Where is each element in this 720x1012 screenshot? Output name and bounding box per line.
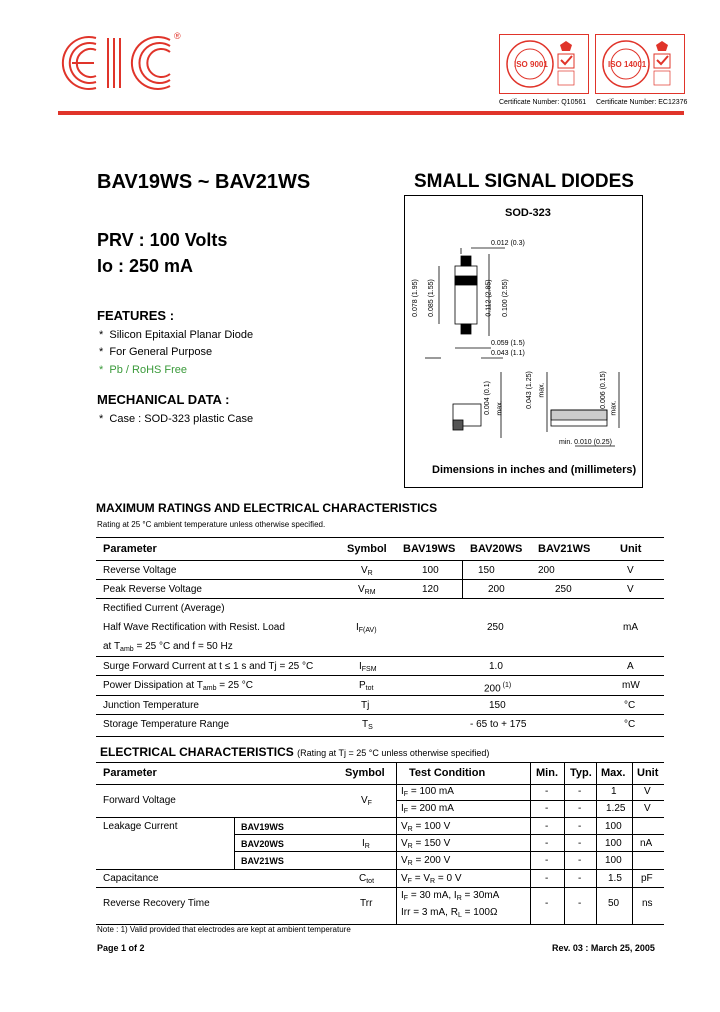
row-min: -	[545, 803, 549, 814]
row-min: -	[545, 838, 549, 849]
col-divider	[632, 762, 633, 924]
table-rule	[96, 656, 664, 657]
dim-b4: max.	[538, 382, 546, 398]
mechanical-item: * Case : SOD-323 plastic Case	[99, 413, 254, 425]
category-title: SMALL SIGNAL DIODES	[414, 171, 634, 192]
col-parameter: Parameter	[103, 543, 157, 555]
elec-col-symbol: Symbol	[345, 767, 385, 779]
table-rule	[234, 834, 664, 835]
col-unit: Unit	[620, 543, 642, 555]
row-unit: V	[627, 584, 634, 595]
col-divider	[462, 561, 463, 599]
dim-left: 0.078 (1.95)	[411, 279, 419, 317]
dim-b5: 0.006 (0.15)	[599, 371, 607, 409]
table-rule	[96, 887, 664, 888]
part-number-title: BAV19WS ~ BAV21WS	[97, 171, 311, 193]
row-unit: °C	[624, 719, 636, 730]
mechanical-heading: MECHANICAL DATA :	[97, 392, 230, 407]
row-symbol: $I_{FSM}$	[359, 661, 377, 673]
table-row: Half Wave Rectification with Resist. Load	[103, 622, 285, 633]
table-rule	[96, 869, 664, 870]
row-unit: °C	[624, 700, 636, 711]
row-condition: $V_F = V_R = 0$ V	[401, 873, 462, 885]
table-rule	[234, 851, 664, 852]
row-max: 1.5	[608, 873, 622, 884]
row-span-value: - 65 to + 175	[470, 719, 527, 730]
row-span-value: 250	[487, 622, 504, 633]
eic-logo-graphic	[58, 30, 183, 96]
ratings-note: Rating at 25 °C ambient temperature unless otherwise specified.	[97, 520, 326, 529]
row-min: -	[545, 898, 549, 909]
row-min: -	[545, 821, 549, 832]
leakage-part: BAV19WS	[241, 822, 284, 832]
dim-right2: 0.100 (2.55)	[501, 279, 509, 317]
table-row: at $T_{amb} = 25$ °C and f = 50 Hz	[103, 641, 233, 653]
registered-mark: ®	[174, 31, 181, 41]
table-rule	[96, 675, 664, 676]
col-divider	[564, 762, 565, 924]
table-rule	[96, 714, 664, 715]
row-symbol: $I_R$	[362, 838, 370, 850]
leakage-part: BAV21WS	[241, 856, 284, 866]
table-row: Reverse Voltage	[103, 565, 177, 576]
row-max: 50	[608, 898, 620, 909]
table-rule	[396, 800, 664, 801]
dim-mid1: 0.059 (1.5)	[491, 340, 525, 347]
table-rule	[96, 736, 664, 737]
row-unit: V	[644, 786, 651, 797]
row-condition: $I_F = 30$ mA, $I_R = 30mA$	[401, 890, 500, 902]
row-symbol: $T_S$	[362, 719, 373, 731]
elec-col-parameter: Parameter	[103, 767, 157, 779]
table-row: Capacitance	[103, 873, 159, 884]
header-rule	[58, 111, 684, 115]
feature-item: * For General Purpose	[99, 346, 213, 358]
row-typ: -	[578, 873, 582, 884]
row-unit: mW	[622, 680, 640, 691]
row-v3: 250	[555, 584, 572, 595]
row-unit: ns	[642, 898, 653, 909]
elec-col-test-condition: Test Condition	[409, 767, 486, 779]
row-span-value: 200 $^{(1)}$	[484, 682, 512, 695]
col-symbol: Symbol	[347, 543, 387, 555]
row-unit: nA	[640, 838, 653, 849]
row-span-value: 150	[489, 700, 506, 711]
elec-col-typ: Typ.	[570, 767, 592, 779]
col-divider	[596, 762, 597, 924]
row-typ: -	[578, 855, 582, 866]
feature-item: * Silicon Epitaxial Planar Diode	[99, 329, 254, 341]
col-divider	[396, 762, 397, 924]
dim-b1: 0.004 (0.1)	[483, 381, 491, 415]
cert2-number: Certificate Number: EC12376	[596, 99, 688, 106]
page-number: Page 1 of 2	[97, 943, 145, 953]
cert1-number: Certificate Number: Q10561	[499, 99, 587, 106]
row-symbol: $I_{F(AV)}$	[356, 622, 377, 634]
cert-badge-iso9001	[499, 34, 589, 94]
leakage-part: BAV20WS	[241, 839, 284, 849]
cert1-seal-text: ISO 9001	[514, 60, 548, 69]
elec-col-unit: Unit	[637, 767, 659, 779]
row-symbol: $V_{RM}$	[358, 584, 376, 596]
row-typ: -	[578, 821, 582, 832]
row-symbol: $V_F$	[361, 795, 372, 807]
cert-badge-iso14001	[595, 34, 685, 94]
row-symbol: $V_R$	[361, 565, 373, 577]
row-condition: Irr = 3 mA, $R_L = 100\Omega$	[401, 907, 498, 919]
table-rule	[96, 560, 664, 561]
table-rule	[96, 762, 664, 763]
dim-right1: 0.112 (2.85)	[485, 279, 493, 317]
row-v2: 200	[488, 584, 505, 595]
row-unit: mA	[623, 622, 638, 633]
dimensions-caption: Dimensions in inches and (millimeters)	[432, 464, 637, 476]
table-row: Peak Reverse Voltage	[103, 584, 202, 595]
row-symbol: $C_{tot}$	[359, 873, 375, 885]
row-span-value: 1.0	[489, 661, 503, 672]
row-v1: 100	[422, 565, 439, 576]
prv-spec: PRV : 100 Volts	[97, 230, 228, 250]
row-condition: $V_R = 100$ V	[401, 821, 451, 833]
row-min: -	[545, 873, 549, 884]
cert2-seal-text: ISO 14001	[608, 60, 647, 69]
table-rule	[96, 784, 664, 785]
features-heading: FEATURES :	[97, 308, 175, 323]
row-symbol: Trr	[360, 898, 373, 909]
ratings-heading: MAXIMUM RATINGS AND ELECTRICAL CHARACTERISTICS	[96, 501, 438, 515]
dim-b3: 0.043 (1.25)	[525, 371, 533, 409]
row-condition: $I_F = 100$ mA	[401, 786, 454, 798]
elec-col-min: Min.	[536, 767, 558, 779]
row-condition: $I_F = 200$ mA	[401, 803, 454, 815]
package-name: SOD-323	[505, 207, 551, 219]
col-divider	[234, 817, 235, 869]
dim-left2: 0.085 (1.55)	[427, 279, 435, 317]
row-unit: A	[627, 661, 634, 672]
col-bav20ws: BAV20WS	[470, 543, 523, 555]
row-v3: 200	[538, 565, 555, 576]
row-unit: pF	[641, 873, 653, 884]
col-divider	[530, 762, 531, 924]
dim-b6: max.	[610, 400, 618, 416]
footnote: Note : 1) Valid provided that electrodes are kept at ambient temperature	[97, 925, 351, 934]
row-max: 1.25	[606, 803, 626, 814]
dim-b7: min. 0.010 (0.25)	[559, 439, 612, 446]
elec-heading: ELECTRICAL CHARACTERISTICS (Rating at Tj = 25 °C unless otherwise specified)	[100, 745, 490, 759]
table-row: Surge Forward Current at t ≤ 1 s and Tj = 25 °C	[103, 661, 314, 672]
row-unit: V	[627, 565, 634, 576]
io-spec: Io : 250 mA	[97, 256, 194, 276]
table-row: Junction Temperature	[103, 700, 199, 711]
row-min: -	[545, 786, 549, 797]
row-v2: 150	[478, 565, 495, 576]
elec-col-max: Max.	[601, 767, 626, 779]
table-row: Rectified Current (Average)	[103, 603, 225, 614]
col-bav21ws: BAV21WS	[538, 543, 591, 555]
row-typ: -	[578, 838, 582, 849]
row-max: 100	[605, 855, 622, 866]
col-bav19ws: BAV19WS	[403, 543, 456, 555]
revision-date: Rev. 03 : March 25, 2005	[552, 943, 655, 953]
table-rule	[96, 817, 664, 818]
row-typ: -	[578, 786, 582, 797]
row-max: 1	[611, 786, 617, 797]
row-max: 100	[605, 821, 622, 832]
row-symbol: $P_{tot}$	[359, 680, 374, 692]
table-row: Leakage Current	[103, 821, 178, 832]
row-symbol: Tj	[361, 700, 370, 711]
row-v1: 120	[422, 584, 439, 595]
table-row: Storage Temperature Range	[103, 719, 230, 730]
row-typ: -	[578, 803, 582, 814]
dim-mid2: 0.043 (1.1)	[491, 350, 525, 357]
table-rule	[96, 537, 664, 538]
row-condition: $V_R = 150$ V	[401, 838, 451, 850]
dim-top: 0.012 (0.3)	[491, 240, 525, 247]
table-rule	[96, 598, 664, 599]
row-min: -	[545, 855, 549, 866]
table-row: Forward Voltage	[103, 795, 176, 806]
row-max: 100	[605, 838, 622, 849]
dim-b2: max.	[496, 400, 504, 416]
eic-logo	[58, 30, 183, 96]
row-condition: $V_R = 200$ V	[401, 855, 451, 867]
table-row: Power Dissipation at $T_{amb} = 25$ °C	[103, 680, 254, 692]
table-row: Reverse Recovery Time	[103, 898, 210, 909]
table-rule	[96, 579, 664, 580]
table-rule	[96, 695, 664, 696]
package-drawing-box	[404, 195, 643, 488]
feature-item-rohs: * Pb / RoHS Free	[99, 364, 188, 376]
row-typ: -	[578, 898, 582, 909]
row-unit: V	[644, 803, 651, 814]
